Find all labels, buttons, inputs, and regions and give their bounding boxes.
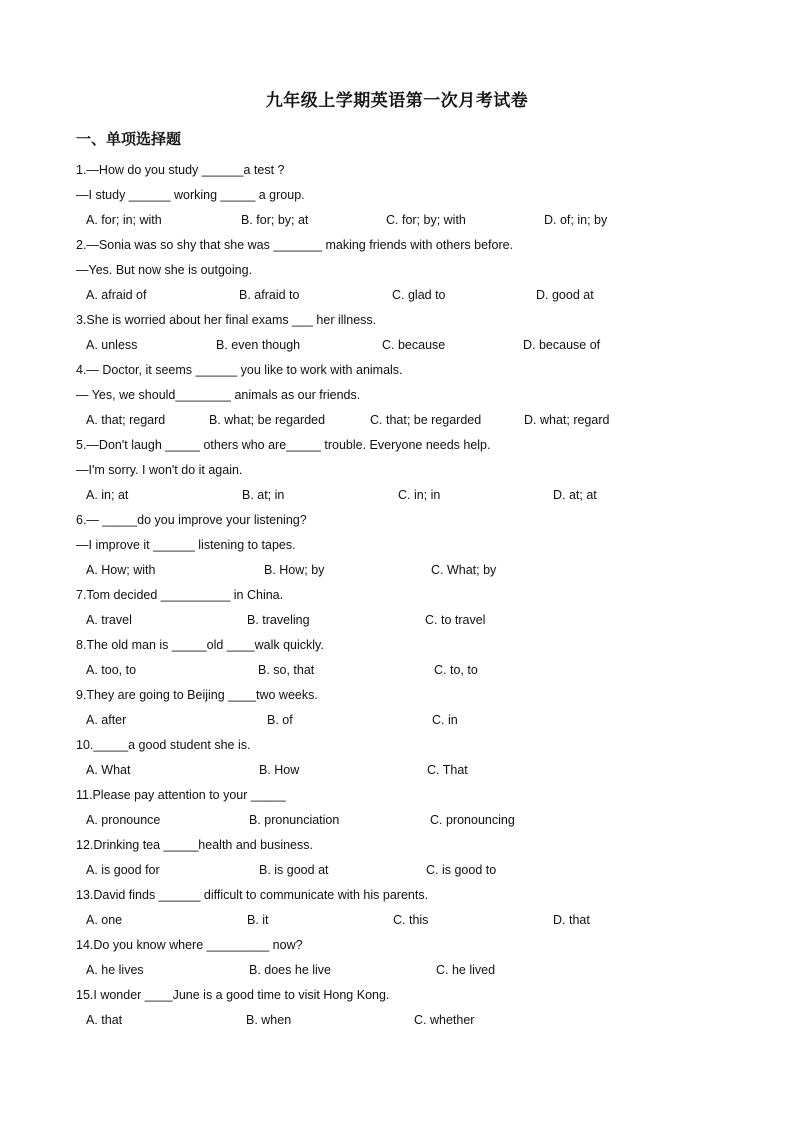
question-stem: 9.They are going to Beijing ____two weeks. [76,688,318,702]
question-stem: 8.The old man is _____old ____walk quickly. [76,638,324,652]
answer-option: C. he lived [436,963,496,977]
question-stem: 6.— _____do you improve your listening? [76,513,307,527]
answer-option: C. glad to [392,288,446,302]
question-stem: 2.—Sonia was so shy that she was _______ making friends with others before. [76,238,514,252]
answer-option: C. this [393,913,429,927]
question-stem: 15.I wonder ____June is a good time to visit Hong Kong. [76,988,390,1002]
answer-option: A. that [86,1013,123,1027]
answer-option: B. afraid to [239,288,300,302]
answer-option: B. pronunciation [249,813,340,827]
question-stem: 14.Do you know where _________ now? [76,938,303,952]
question-stem: 5.—Don't laugh _____ others who are_____ trouble. Everyone needs help. [76,438,491,452]
answer-option: D. of; in; by [544,213,608,227]
answer-option: B. does he live [249,963,331,977]
question-dialogue-line: —I improve it ______ listening to tapes. [76,538,296,552]
answer-option: B. it [247,913,269,927]
answer-option: C. pronouncing [430,813,515,827]
question-stem: 7.Tom decided __________ in China. [76,588,284,602]
answer-option: C. to, to [434,663,478,677]
answer-option: A. How; with [86,563,156,577]
answer-option: D. that [553,913,590,927]
question-stem: 3.She is worried about her final exams ___ her illness. [76,313,377,327]
answer-option: C. is good to [426,863,497,877]
answer-option: A. travel [86,613,132,627]
answer-option: C. What; by [431,563,497,577]
answer-option: A. is good for [86,863,160,877]
question-dialogue-line: —I'm sorry. I won't do it again. [76,463,243,477]
answer-option: B. even though [216,338,301,352]
answer-option: C. because [382,338,446,352]
answer-option: A. What [86,763,131,777]
answer-option: A. one [86,913,123,927]
question-stem: 10._____a good student she is. [76,738,251,752]
answer-option: C. whether [414,1013,475,1027]
answer-option: D. because of [523,338,601,352]
exam-title: 九年级上学期英语第一次月考试卷 [265,91,529,111]
answer-option: B. so, that [258,663,315,677]
question-stem: 11.Please pay attention to your _____ [76,788,286,802]
question-dialogue-line: —Yes. But now she is outgoing. [76,263,253,277]
answer-option: A. pronounce [86,813,161,827]
question-dialogue-line: — Yes, we should________ animals as our friends. [76,388,361,402]
question-stem: 1.—How do you study ______a test ? [76,163,285,177]
answer-option: B. is good at [259,863,329,877]
question-stem: 4.— Doctor, it seems ______ you like to work with animals. [76,363,403,377]
answer-option: B. How [259,763,300,777]
question-dialogue-line: —I study ______ working _____ a group. [76,188,305,202]
question-stem: 12.Drinking tea _____health and business. [76,838,313,852]
answer-option: D. at; at [553,488,597,502]
answer-option: B. How; by [264,563,325,577]
answer-option: B. when [246,1013,292,1027]
answer-option: B. traveling [247,613,310,627]
answer-option: C. That [427,763,468,777]
answer-option: D. what; regard [524,413,610,427]
question-stem: 13.David finds ______ difficult to communicate with his parents. [76,888,429,902]
answer-option: A. unless [86,338,138,352]
answer-option: B. of [267,713,293,727]
answer-option: A. afraid of [86,288,147,302]
answer-option: C. in; in [398,488,441,502]
section-heading: 一、单项选择题 [76,130,182,148]
answer-option: A. too, to [86,663,137,677]
answer-option: C. that; be regarded [370,413,482,427]
answer-option: C. to travel [425,613,486,627]
answer-option: A. that; regard [86,413,166,427]
answer-option: A. in; at [86,488,129,502]
answer-option: C. in [432,713,458,727]
answer-option: A. for; in; with [86,213,162,227]
answer-option: A. he lives [86,963,144,977]
answer-option: A. after [86,713,127,727]
answer-option: B. at; in [242,488,285,502]
answer-option: B. for; by; at [241,213,309,227]
answer-option: D. good at [536,288,594,302]
answer-option: B. what; be regarded [209,413,326,427]
answer-option: C. for; by; with [386,213,466,227]
